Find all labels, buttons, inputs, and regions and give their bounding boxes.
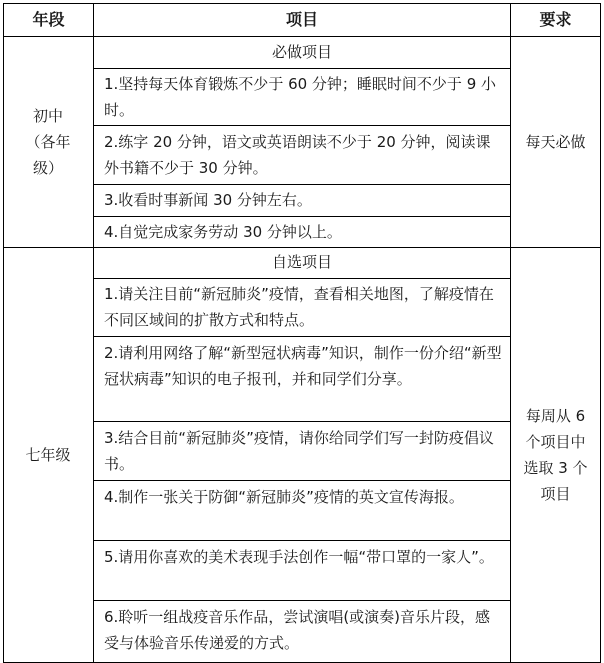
requirement-cell-weekly	[511, 248, 600, 662]
grade-cell-junior	[3, 37, 93, 247]
grade-cell-grade7	[3, 248, 93, 662]
schedule-table	[3, 3, 601, 663]
row-divider	[94, 68, 510, 69]
row-divider	[94, 480, 510, 481]
grade-line: 七年级	[25, 446, 71, 464]
row-divider	[94, 600, 510, 601]
row-divider	[94, 278, 510, 279]
header-project: 项目	[285, 10, 318, 29]
requirement-line: 每天必做	[525, 133, 586, 151]
requirement-line: 每周从 6	[525, 407, 586, 425]
row-divider	[94, 125, 510, 126]
list-item: 3.结合目前“新冠肺炎”疫情，请你给同学们写一封防疫倡议书。	[104, 429, 494, 473]
requirement-line: 选取 3 个	[523, 459, 588, 477]
list-item: 1.坚持每天体育锻炼不少于 60 分钟；睡眠时间不少于 9 小时。	[104, 75, 497, 119]
list-item: 4.制作一张关于防御“新冠肺炎”疫情的英文宣传海报。	[104, 488, 464, 506]
list-item: 6.聆听一组战疫音乐作品，尝试演唱(或演奏)音乐片段，感受与体验音乐传递爱的方式。	[104, 608, 491, 652]
requirement-line: 项目	[540, 485, 571, 503]
row-divider	[94, 336, 510, 337]
row-divider	[94, 216, 510, 217]
row-divider	[94, 421, 510, 422]
grade-line: （各年	[25, 133, 71, 151]
list-item: 3.收看时事新闻 30 分钟左右。	[104, 191, 312, 209]
row-divider	[94, 540, 510, 541]
list-item: 1.请关注目前“新冠肺炎”疫情，查看相关地图，了解疫情在不同区域间的扩散方式和特点。	[104, 285, 494, 329]
requirement-cell-daily	[511, 37, 600, 247]
list-item: 5.请用你喜欢的美术表现手法创作一幅“带口罩的一家人”。	[104, 548, 494, 566]
list-item: 2.请利用网络了解“新型冠状病毒”知识，制作一份介绍“新型冠状病毒”知识的电子报刊，并和同学们分享。	[104, 344, 502, 388]
grade-line: 级）	[32, 159, 63, 177]
table-border-right	[600, 3, 601, 663]
subheader-required: 必做项目	[271, 43, 332, 61]
list-item: 4.自觉完成家务劳动 30 分钟以上。	[104, 223, 342, 241]
subheader-optional: 自选项目	[271, 253, 332, 271]
header-grade: 年段	[32, 10, 65, 29]
row-divider	[94, 184, 510, 185]
header-requirement: 要求	[539, 10, 572, 29]
grade-line: 初中	[32, 107, 63, 125]
list-item: 2.练字 20 分钟，语文或英语朗读不少于 20 分钟，阅读课外书籍不少于 30 分钟。	[104, 133, 491, 177]
requirement-line: 个项目中	[525, 433, 586, 451]
